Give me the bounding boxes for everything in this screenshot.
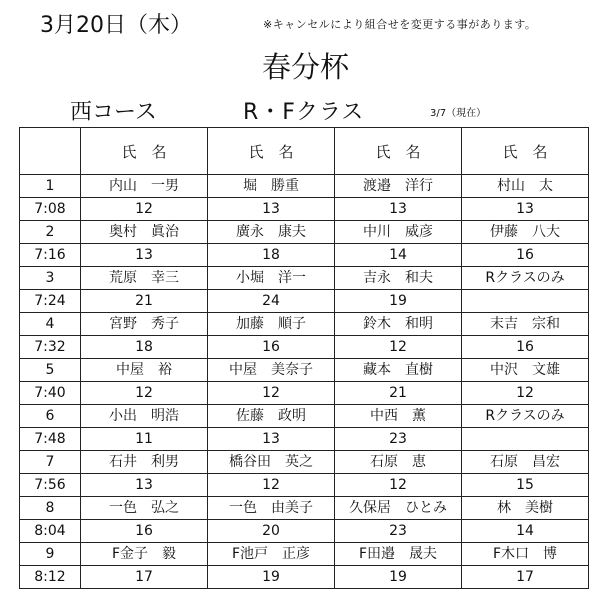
player-name: 林 美樹 xyxy=(462,497,589,520)
player-name: 渡邉 洋行 xyxy=(335,175,462,198)
tee-time: 7:56 xyxy=(20,474,81,497)
player-name: 中屋 裕 xyxy=(81,359,208,382)
player-handicap: 14 xyxy=(335,244,462,267)
table-row xyxy=(20,451,589,474)
table-row xyxy=(20,520,589,543)
player-handicap: 13 xyxy=(81,244,208,267)
player-handicap: 24 xyxy=(208,290,335,313)
column-header: 氏 名 xyxy=(81,128,208,175)
player-name: 中川 威彦 xyxy=(335,221,462,244)
table-row xyxy=(20,313,589,336)
player-name: 一色 弘之 xyxy=(81,497,208,520)
tee-time: 7:40 xyxy=(20,382,81,405)
player-handicap: 12 xyxy=(81,382,208,405)
player-handicap: 16 xyxy=(462,336,589,359)
player-name: Rクラスのみ xyxy=(462,405,589,428)
player-name: 小出 明浩 xyxy=(81,405,208,428)
player-handicap: 21 xyxy=(81,290,208,313)
player-name: F金子 毅 xyxy=(81,543,208,566)
player-name: 石原 昌宏 xyxy=(462,451,589,474)
player-handicap: 18 xyxy=(81,336,208,359)
player-name: 石井 利男 xyxy=(81,451,208,474)
tee-time: 7:16 xyxy=(20,244,81,267)
class-name: R・Fクラス xyxy=(243,100,365,125)
table-row xyxy=(20,244,589,267)
player-handicap: 17 xyxy=(462,566,589,589)
player-name: 奥村 眞治 xyxy=(81,221,208,244)
player-handicap xyxy=(462,290,589,313)
player-handicap: 23 xyxy=(335,520,462,543)
player-handicap: 12 xyxy=(335,474,462,497)
player-handicap: 13 xyxy=(208,428,335,451)
player-name: 中沢 文雄 xyxy=(462,359,589,382)
table-row xyxy=(20,221,589,244)
player-name: 村山 太 xyxy=(462,175,589,198)
player-handicap: 19 xyxy=(208,566,335,589)
player-handicap: 23 xyxy=(335,428,462,451)
player-name: 伊藤 八大 xyxy=(462,221,589,244)
player-name: 末吉 宗和 xyxy=(462,313,589,336)
pairings-table xyxy=(19,127,589,589)
player-handicap: 19 xyxy=(335,566,462,589)
tee-time: 7:08 xyxy=(20,198,81,221)
group-number: 7 xyxy=(20,451,81,474)
player-name: 加藤 順子 xyxy=(208,313,335,336)
player-handicap: 11 xyxy=(81,428,208,451)
table-row xyxy=(20,382,589,405)
group-number: 9 xyxy=(20,543,81,566)
player-name: 宮野 秀子 xyxy=(81,313,208,336)
group-number: 8 xyxy=(20,497,81,520)
player-name: F木口 博 xyxy=(462,543,589,566)
player-handicap: 17 xyxy=(81,566,208,589)
player-name: 鈴木 和明 xyxy=(335,313,462,336)
tee-time: 7:32 xyxy=(20,336,81,359)
group-number: 3 xyxy=(20,267,81,290)
player-handicap: 13 xyxy=(462,198,589,221)
course-name: 西コース xyxy=(70,100,157,125)
player-name: 吉永 和夫 xyxy=(335,267,462,290)
player-name: 内山 一男 xyxy=(81,175,208,198)
player-name: 久保居 ひとみ xyxy=(335,497,462,520)
header-row xyxy=(20,128,589,175)
player-name: 石原 恵 xyxy=(335,451,462,474)
tee-time: 8:04 xyxy=(20,520,81,543)
player-name: 堀 勝重 xyxy=(208,175,335,198)
tournament-title: 春分杯 xyxy=(261,50,349,84)
player-handicap: 20 xyxy=(208,520,335,543)
player-name: 廣永 康夫 xyxy=(208,221,335,244)
tee-time: 8:12 xyxy=(20,566,81,589)
player-name: 一色 由美子 xyxy=(208,497,335,520)
player-handicap xyxy=(462,428,589,451)
player-handicap: 19 xyxy=(335,290,462,313)
event-date: 3月20日（木） xyxy=(40,13,192,38)
player-handicap: 12 xyxy=(335,336,462,359)
table-row xyxy=(20,175,589,198)
player-handicap: 13 xyxy=(81,474,208,497)
player-handicap: 13 xyxy=(335,198,462,221)
player-handicap: 12 xyxy=(81,198,208,221)
player-handicap: 12 xyxy=(462,382,589,405)
player-name: 佐藤 政明 xyxy=(208,405,335,428)
table-row xyxy=(20,267,589,290)
table-row xyxy=(20,198,589,221)
tee-time: 7:24 xyxy=(20,290,81,313)
player-handicap: 18 xyxy=(208,244,335,267)
table-row xyxy=(20,428,589,451)
group-number: 6 xyxy=(20,405,81,428)
table-row xyxy=(20,290,589,313)
column-header xyxy=(20,128,81,175)
table-row xyxy=(20,359,589,382)
group-number: 4 xyxy=(20,313,81,336)
column-header: 氏 名 xyxy=(462,128,589,175)
table-row xyxy=(20,497,589,520)
table-row xyxy=(20,336,589,359)
pairings-body xyxy=(20,175,589,589)
player-handicap: 12 xyxy=(208,474,335,497)
column-header: 氏 名 xyxy=(208,128,335,175)
player-name: 小堀 洋一 xyxy=(208,267,335,290)
player-name: Rクラスのみ xyxy=(462,267,589,290)
table-row xyxy=(20,543,589,566)
player-handicap: 16 xyxy=(462,244,589,267)
player-name: 中西 薫 xyxy=(335,405,462,428)
player-name: F田邉 晟夫 xyxy=(335,543,462,566)
player-handicap: 16 xyxy=(208,336,335,359)
tee-time: 7:48 xyxy=(20,428,81,451)
cancellation-notice: ※キャンセルにより組合せを変更する事があります。 xyxy=(263,18,537,31)
player-name: 橋谷田 英之 xyxy=(208,451,335,474)
group-number: 5 xyxy=(20,359,81,382)
player-name: F池戸 正彦 xyxy=(208,543,335,566)
as-of-date: 3/7（現在） xyxy=(430,108,487,119)
player-name: 藏本 直樹 xyxy=(335,359,462,382)
player-handicap: 21 xyxy=(335,382,462,405)
table-row xyxy=(20,566,589,589)
player-handicap: 13 xyxy=(208,198,335,221)
table-row xyxy=(20,474,589,497)
group-number: 1 xyxy=(20,175,81,198)
column-header: 氏 名 xyxy=(335,128,462,175)
group-number: 2 xyxy=(20,221,81,244)
table-row xyxy=(20,405,589,428)
player-handicap: 15 xyxy=(462,474,589,497)
player-handicap: 16 xyxy=(81,520,208,543)
player-handicap: 14 xyxy=(462,520,589,543)
player-name: 荒原 幸三 xyxy=(81,267,208,290)
player-name: 中屋 美奈子 xyxy=(208,359,335,382)
player-handicap: 12 xyxy=(208,382,335,405)
